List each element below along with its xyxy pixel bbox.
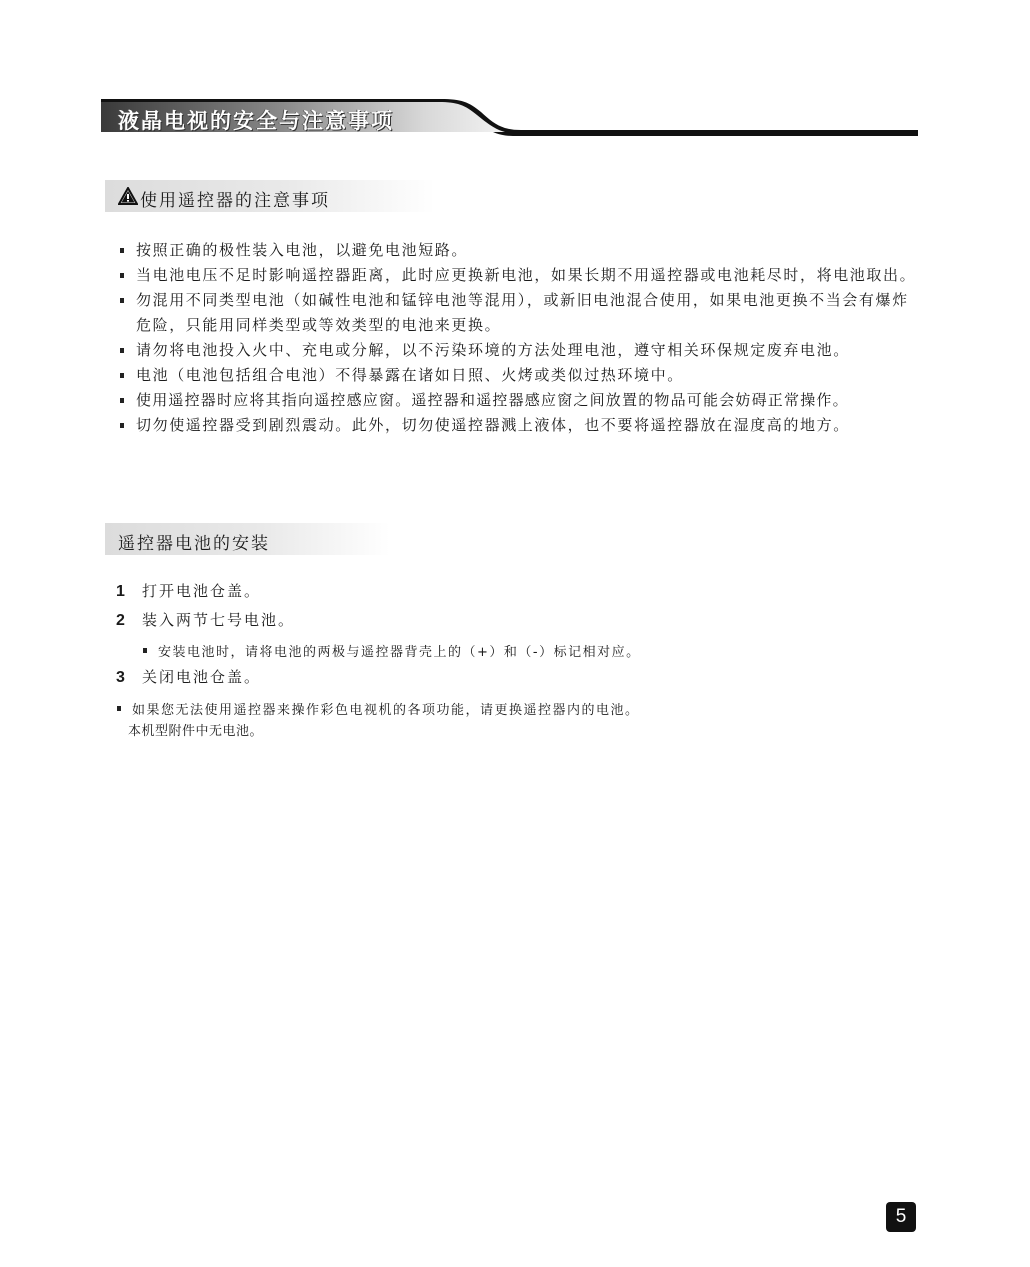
install-step xyxy=(116,609,295,630)
footnote-no-batteries: 本机型附件中无电池。 xyxy=(128,724,264,739)
step-note: 安装电池时，请将电池的两极与遥控器背壳上的（+）和（-）标记相对应。 xyxy=(142,641,641,660)
section-title: 使用遥控器的注意事项 xyxy=(140,191,330,211)
step-number: 3 xyxy=(116,669,125,686)
page-number: 5 xyxy=(886,1202,916,1232)
list-item: 电池（电池包括组合电池）不得暴露在诸如日照、火烤或类似过热环境中。 xyxy=(118,363,918,388)
list-item: 使用遥控器时应将其指向遥控感应窗。遥控器和遥控器感应窗之间放置的物品可能会妨碍正常操作。 xyxy=(118,388,918,413)
list-item: 勿混用不同类型电池（如碱性电池和锰锌电池等混用），或新旧电池混合使用，如果电池更换不当会有爆炸危险，只能用同样类型或等效类型的电池来更换。 xyxy=(118,288,918,338)
list-item: 当电池电压不足时影响遥控器距离，此时应更换新电池，如果长期不用遥控器或电池耗尽时，将电池取出。 xyxy=(118,263,918,288)
list-item: 切勿使遥控器受到剧烈震动。此外，切勿使遥控器溅上液体，也不要将遥控器放在湿度高的地方。 xyxy=(118,413,918,438)
step-number: 2 xyxy=(116,612,125,629)
section-heading-battery-install xyxy=(105,523,390,555)
precautions-list xyxy=(118,238,918,438)
page-title: 液晶电视的安全与注意事项 xyxy=(118,108,394,133)
step-text: 打开电池仓盖。 xyxy=(142,582,262,600)
install-step xyxy=(116,666,261,687)
footnote: 如果您无法使用遥控器来操作彩色电视机的各项功能，请更换遥控器内的电池。 xyxy=(116,699,640,718)
chapter-header xyxy=(101,96,918,140)
warning-triangle-icon xyxy=(118,187,138,205)
list-item: 按照正确的极性装入电池，以避免电池短路。 xyxy=(118,238,918,263)
section-title: 遥控器电池的安装 xyxy=(118,534,270,554)
list-item: 请勿将电池投入火中、充电或分解，以不污染环境的方法处理电池，遵守相关环保规定废弃电池。 xyxy=(118,338,918,363)
section-heading-remote-precautions xyxy=(105,180,435,212)
step-text: 关闭电池仓盖。 xyxy=(142,668,262,686)
step-number: 1 xyxy=(116,583,125,600)
step-text: 装入两节七号电池。 xyxy=(142,611,296,629)
install-step xyxy=(116,580,261,601)
